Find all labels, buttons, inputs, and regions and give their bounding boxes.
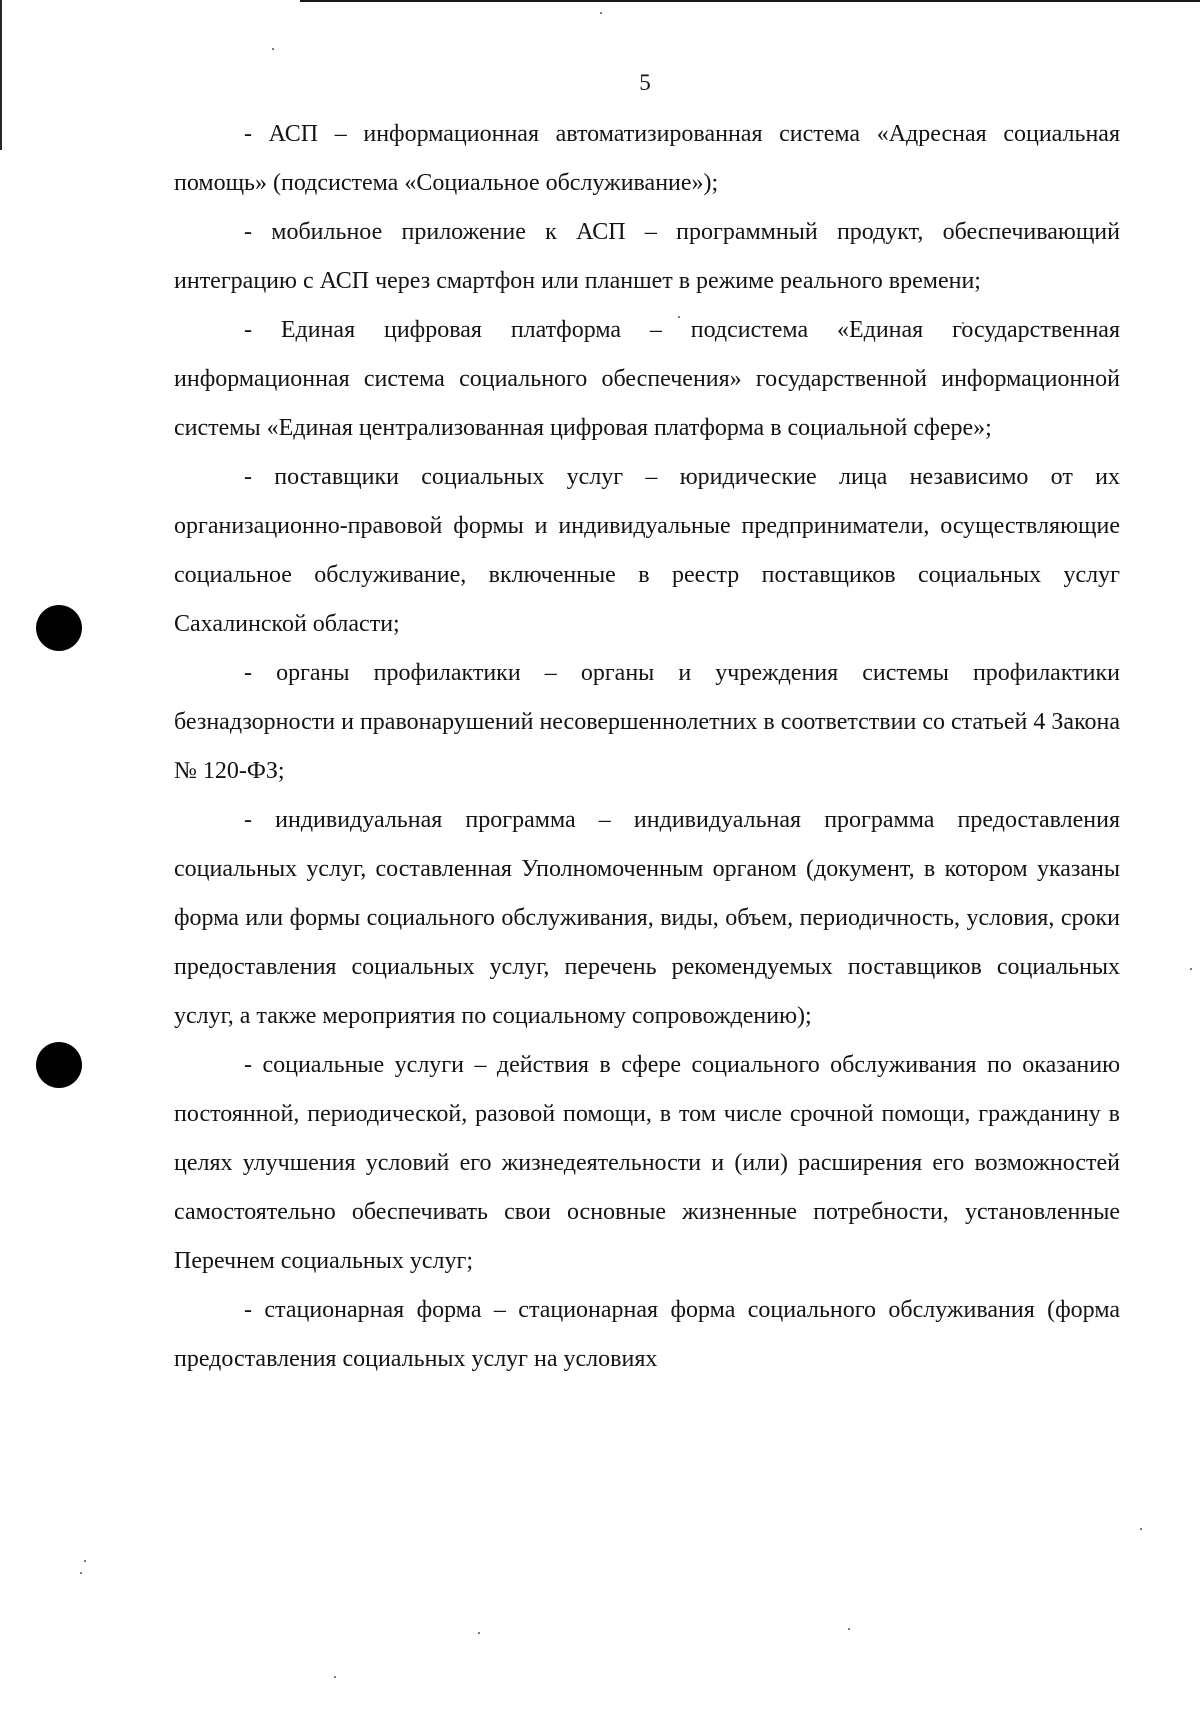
scan-speck (272, 48, 274, 50)
page-number: 5 (639, 70, 651, 95)
scan-speck (600, 12, 602, 14)
definition-service-providers: - поставщики социальных услуг – юридические лица независимо от их организационно-правовой формы и индивидуальные предприниматели, осуществляющие социальное обслуживание, включенные в реестр поставщиков социальных услуг Сахалинской области; (174, 464, 1120, 637)
definition-individual-program: - индивидуальная программа – индивидуальная программа предоставления социальных услуг, составленная Уполномоченным органом (документ, в котором указаны форма или формы социального обслуживания, виды, объем, периодичность, условия, сроки предоставления социальных услуг, перечень рекомендуемых поставщиков социальных услуг, а также мероприятия по социальному сопровождению); (174, 807, 1120, 1029)
definition-mobile-app: - мобильное приложение к АСП – программный продукт, обеспечивающий интеграцию с АСП через смартфон или планшет в режиме реального времени; (174, 219, 1120, 294)
definition-prevention-bodies: - органы профилактики – органы и учреждения системы профилактики безнадзорности и правонарушений несовершеннолетних в соответствии со статьей 4 Закона № 120-ФЗ; (174, 660, 1120, 784)
punch-hole-icon (36, 605, 82, 651)
definition-digital-platform: - Единая цифровая платформа – подсистема «Единая государственная информационная система социального обеспечения» государственной информационной системы «Единая централизованная цифровая платформа в социальной сфере»; (174, 317, 1120, 441)
punch-hole-icon (36, 1042, 82, 1088)
scan-speck (478, 1632, 480, 1634)
scan-speck (1190, 968, 1192, 970)
scan-speck (334, 1676, 336, 1678)
scan-speck (84, 1560, 86, 1562)
scan-speck (80, 1572, 82, 1574)
scan-speck (1140, 1528, 1142, 1530)
definition-social-services: - социальные услуги – действия в сфере социального обслуживания по оказанию постоянной, периодической, разовой помощи, в том числе срочной помощи, гражданину в целях улучшения условий его жизнедеятельности и (или) расширения его возможностей самостоятельно обеспечивать свои основные жизненные потребности, установленные Перечнем социальных услуг; (174, 1052, 1120, 1274)
definition-stationary-form: - стационарная форма – стационарная форма социального обслуживания (форма предоставления социальных услуг на условиях (174, 1297, 1120, 1372)
scan-top-edge-line (300, 0, 1200, 2)
scan-speck (848, 1628, 850, 1630)
definition-asp: - АСП – информационная автоматизированная система «Адресная социальная помощь» (подсистема «Социальное обслуживание»); (174, 121, 1120, 196)
document-body (174, 110, 1120, 1384)
